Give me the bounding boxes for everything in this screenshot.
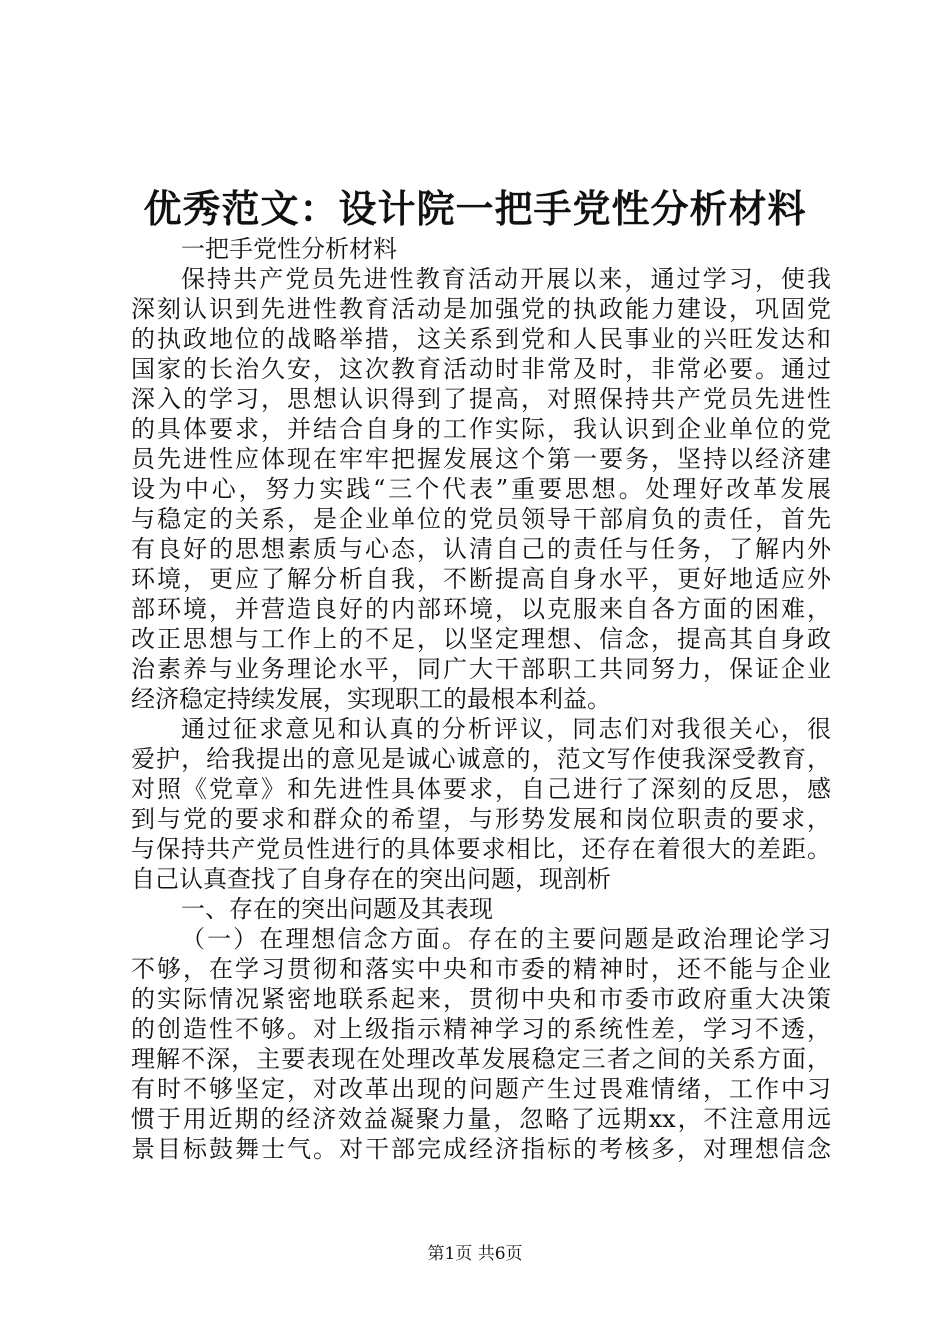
text-line: 一把手党性分析材料 — [181, 235, 397, 263]
text-line: 环境，更应了解分析自我，不断提高自身水平，更好地适应外 — [131, 565, 831, 593]
text-line: 的创造性不够。对上级指示精神学习的系统性差，学习不透， — [131, 1015, 831, 1043]
text-line: 保持共产党员先进性教育活动开展以来，通过学习，使我 — [181, 265, 831, 293]
text-line: 经济稳定持续发展，实现职工的最根本利益。 — [131, 685, 611, 713]
text-line: 与保持共产党员性进行的具体要求相比，还存在着很大的差距。 — [131, 835, 831, 863]
text-line: 理解不深，主要表现在处理改革发展稳定三者之间的关系方面， — [131, 1045, 831, 1073]
text-line: 员先进性应体现在牢牢把握发展这个第一要务，坚持以经济建 — [131, 445, 831, 473]
text-line: 景目标鼓舞士气。对干部完成经济指标的考核多，对理想信念 — [131, 1135, 831, 1163]
text-line: 到与党的要求和群众的希望，与形势发展和岗位职责的要求， — [131, 805, 831, 833]
text-line: 不够，在学习贯彻和落实中央和市委的精神时，还不能与企业 — [131, 955, 831, 983]
text-line: 的执政地位的战略举措，这关系到党和人民事业的兴旺发达和 — [131, 325, 831, 353]
document-body — [131, 234, 831, 1164]
text-line: 改正思想与工作上的不足，以坚定理想、信念，提高其自身政 — [131, 625, 831, 653]
text-line: 国家的长治久安，这次教育活动时非常及时，非常必要。通过 — [131, 355, 831, 383]
text-line: 有良好的思想素质与心态，认清自己的责任与任务，了解内外 — [131, 535, 831, 563]
text-line: 一、存在的突出问题及其表现 — [181, 895, 493, 923]
text-line: （一）在理想信念方面。存在的主要问题是政治理论学习 — [181, 925, 831, 953]
document-title: 优秀范文：设计院一把手党性分析材料 — [143, 187, 807, 231]
text-line: 通过征求意见和认真的分析评议，同志们对我很关心，很 — [181, 715, 831, 743]
text-line: 与稳定的关系，是企业单位的党员领导干部肩负的责任，首先 — [131, 505, 831, 533]
text-line: 治素养与业务理论水平，同广大干部职工共同努力，保证企业 — [131, 655, 831, 683]
page-footer: 第1页 共6页 — [427, 1244, 523, 1264]
text-line: 设为中心，努力实践“三个代表”重要思想。处理好改革发展 — [131, 475, 831, 503]
text-line: 的实际情况紧密地联系起来，贯彻中央和市委市政府重大决策 — [131, 985, 831, 1013]
text-line: 爱护，给我提出的意见是诚心诚意的，范文写作使我深受教育， — [131, 745, 831, 773]
text-line: 深入的学习，思想认识得到了提高，对照保持共产党员先进性 — [131, 385, 831, 413]
text-line: 有时不够坚定，对改革出现的问题产生过畏难情绪，工作中习 — [131, 1075, 831, 1103]
text-line: 部环境，并营造良好的内部环境，以克服来自各方面的困难， — [131, 595, 831, 623]
text-line: 自己认真查找了自身存在的突出问题，现剖析 — [131, 865, 611, 893]
text-line: 的具体要求，并结合自身的工作实际，我认识到企业单位的党 — [131, 415, 831, 443]
text-line: 惯于用近期的经济效益凝聚力量，忽略了远期xx，不注意用远 — [131, 1105, 831, 1133]
text-line: 对照《党章》和先进性具体要求，自己进行了深刻的反思，感 — [131, 775, 831, 803]
text-line: 深刻认识到先进性教育活动是加强党的执政能力建设，巩固党 — [131, 295, 831, 323]
